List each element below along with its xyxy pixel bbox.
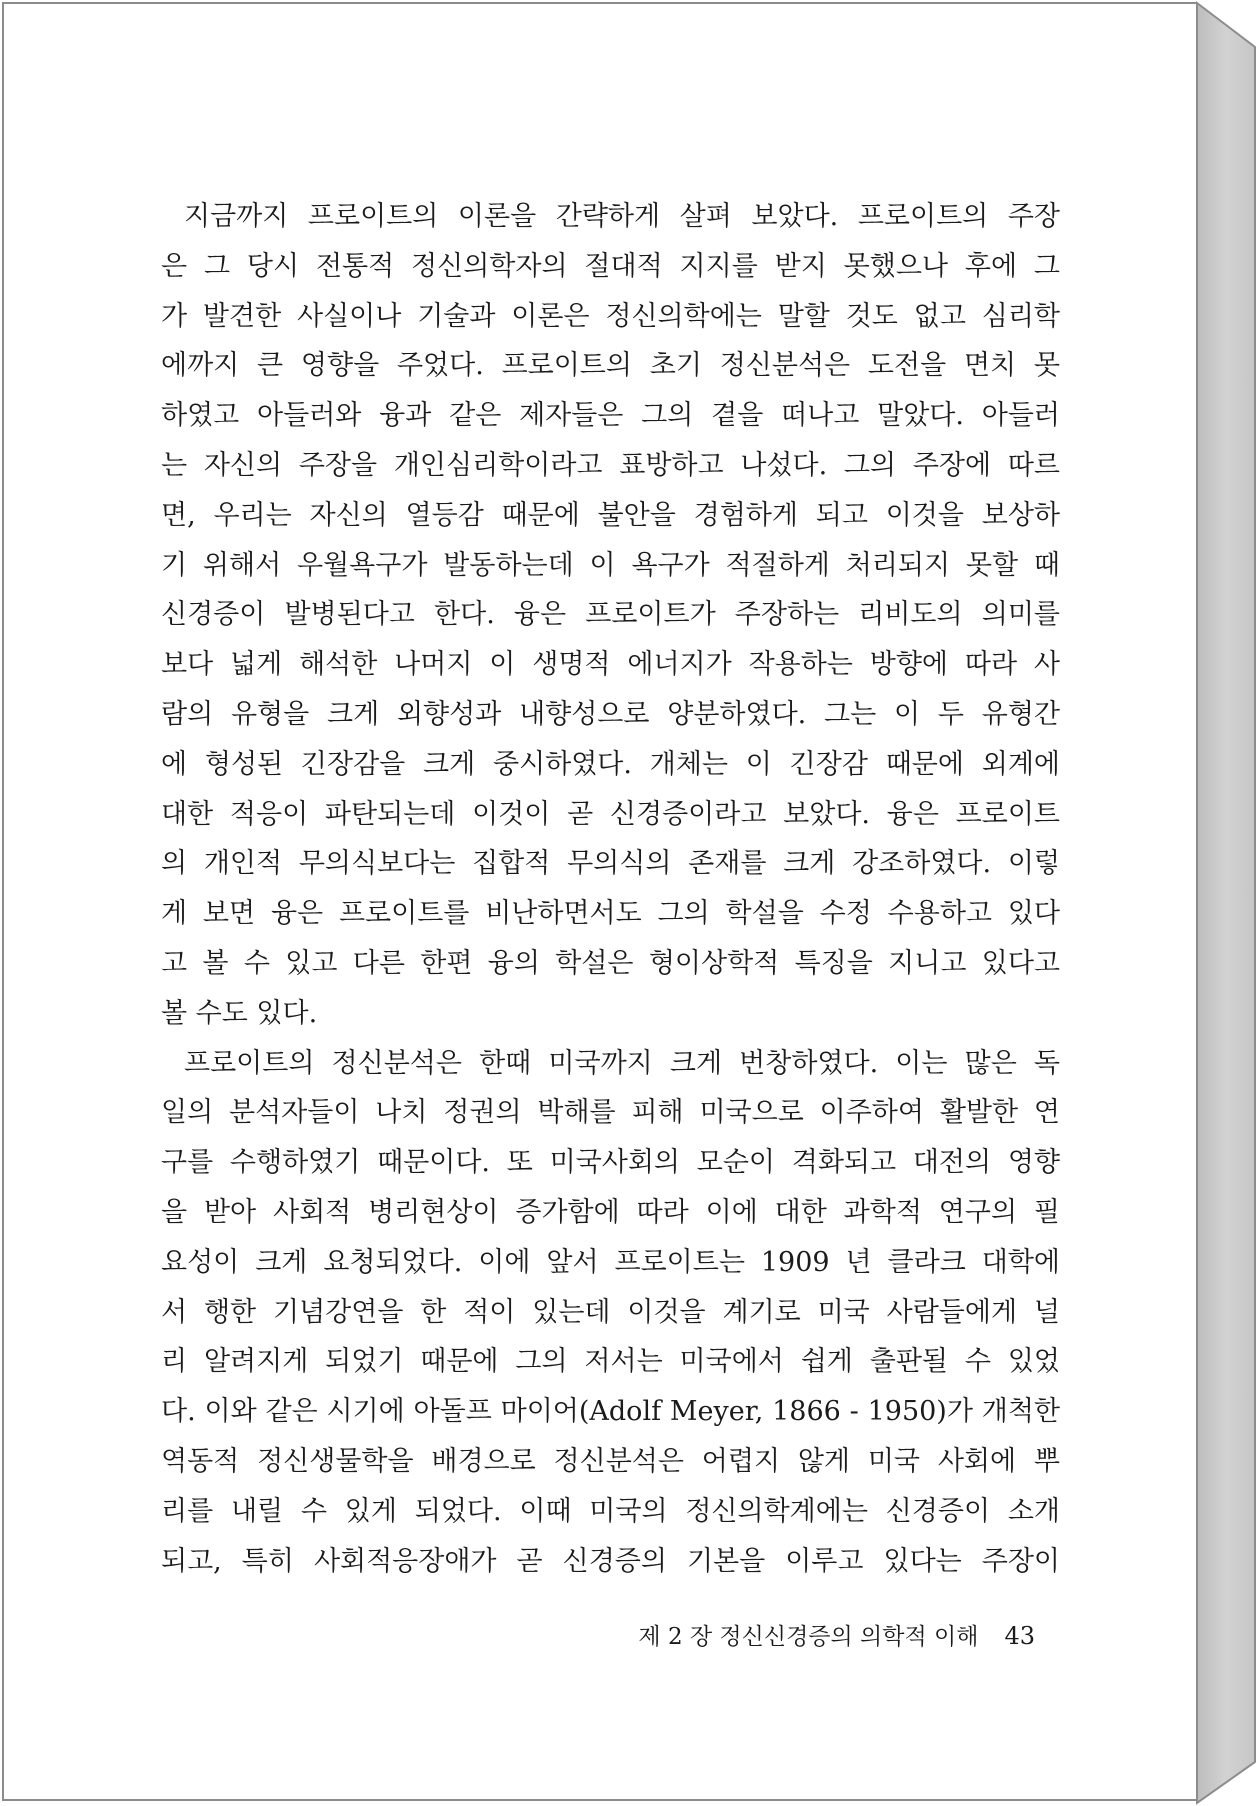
text-line: 면, 우리는 자신의 열등감 때문에 불안을 경험하게 되고 이것을 보상하: [161, 499, 1060, 531]
text-line: 리를 내릴 수 있게 되었다. 이때 미국의 정신의학계에는 신경증이 소개: [161, 1495, 1060, 1527]
text-line: 볼 수도 있다.: [161, 997, 318, 1029]
text-line: 하였고 아들러와 융과 같은 제자들은 그의 곁을 떠나고 말았다. 아들러: [161, 400, 1060, 432]
text-line: 을 받아 사회적 병리현상이 증가함에 따라 이에 대한 과학적 연구의 필: [161, 1196, 1060, 1228]
text-line: 요성이 크게 요청되었다. 이에 앞서 프로이트는 1909 년 클라크 대학에: [161, 1246, 1060, 1278]
text-line: 는 자신의 주장을 개인심리학이라고 표방하고 나섰다. 그의 주장에 따르: [161, 449, 1060, 481]
text-line: 프로이트의 정신분석은 한때 미국까지 크게 번창하였다. 이는 많은 독: [184, 1047, 1060, 1079]
chapter-title: 제 2 장 정신신경증의 의학적 이해: [638, 1624, 979, 1650]
text-line: 에까지 큰 영향을 주었다. 프로이트의 초기 정신분석은 도전을 면치 못: [161, 350, 1060, 382]
paragraph: [161, 192, 1060, 1039]
text-line: 다. 이와 같은 시기에 아돌프 마이어(Adolf Meyer, 1866 - 1950)가 개척한: [161, 1396, 1060, 1428]
text-line: 은 그 당시 전통적 정신의학자의 절대적 지지를 받지 못했으나 후에 그: [161, 250, 1060, 282]
text-line: 게 보면 융은 프로이트를 비난하면서도 그의 학설을 수정 수용하고 있다: [161, 898, 1060, 930]
paragraph: [161, 1039, 1060, 1587]
running-footer: [0, 1621, 1035, 1652]
body-text: [161, 192, 1060, 1586]
text-line: 에 형성된 긴장감을 크게 중시하였다. 개체는 이 긴장감 때문에 외계에: [161, 748, 1060, 780]
text-line: 역동적 정신생물학을 배경으로 정신분석은 어렵지 않게 미국 사회에 뿌: [161, 1445, 1060, 1477]
text-line: 신경증이 발병된다고 한다. 융은 프로이트가 주장하는 리비도의 의미를: [161, 599, 1060, 631]
text-line: 가 발견한 사실이나 기술과 이론은 정신의학에는 말할 것도 없고 심리학: [161, 300, 1060, 332]
text-line: 기 위해서 우월욕구가 발동하는데 이 욕구가 적절하게 처리되지 못할 때: [161, 549, 1060, 581]
text-line: 람의 유형을 크게 외향성과 내향성으로 양분하였다. 그는 이 두 유형간: [161, 698, 1060, 730]
text-line: 되고, 특히 사회적응장애가 곧 신경증의 기본을 이루고 있다는 주장이: [161, 1545, 1060, 1577]
text-line: 일의 분석자들이 나치 정권의 박해를 피해 미국으로 이주하여 활발한 연: [161, 1097, 1060, 1129]
text-line: 보다 넓게 해석한 나머지 이 생명적 에너지가 작용하는 방향에 따라 사: [161, 649, 1060, 681]
text-line: 리 알려지게 되었기 때문에 그의 저서는 미국에서 쉽게 출판될 수 있었: [161, 1346, 1060, 1378]
text-line: 의 개인적 무의식보다는 집합적 무의식의 존재를 크게 강조하였다. 이렇: [161, 848, 1060, 880]
page-number: 43: [1004, 1622, 1035, 1650]
text-line: 구를 수행하였기 때문이다. 또 미국사회의 모순이 격화되고 대전의 영향: [161, 1147, 1060, 1179]
text-line: 지금까지 프로이트의 이론을 간략하게 살펴 보았다. 프로이트의 주장: [184, 201, 1060, 232]
text-line: 서 행한 기념강연을 한 적이 있는데 이것을 계기로 미국 사람들에게 널: [161, 1296, 1060, 1328]
text-line: 고 볼 수 있고 다른 한편 융의 학설은 형이상학적 특징을 지니고 있다고: [161, 947, 1060, 979]
text-line: 대한 적응이 파탄되는데 이것이 곧 신경증이라고 보았다. 융은 프로이트: [161, 798, 1060, 830]
